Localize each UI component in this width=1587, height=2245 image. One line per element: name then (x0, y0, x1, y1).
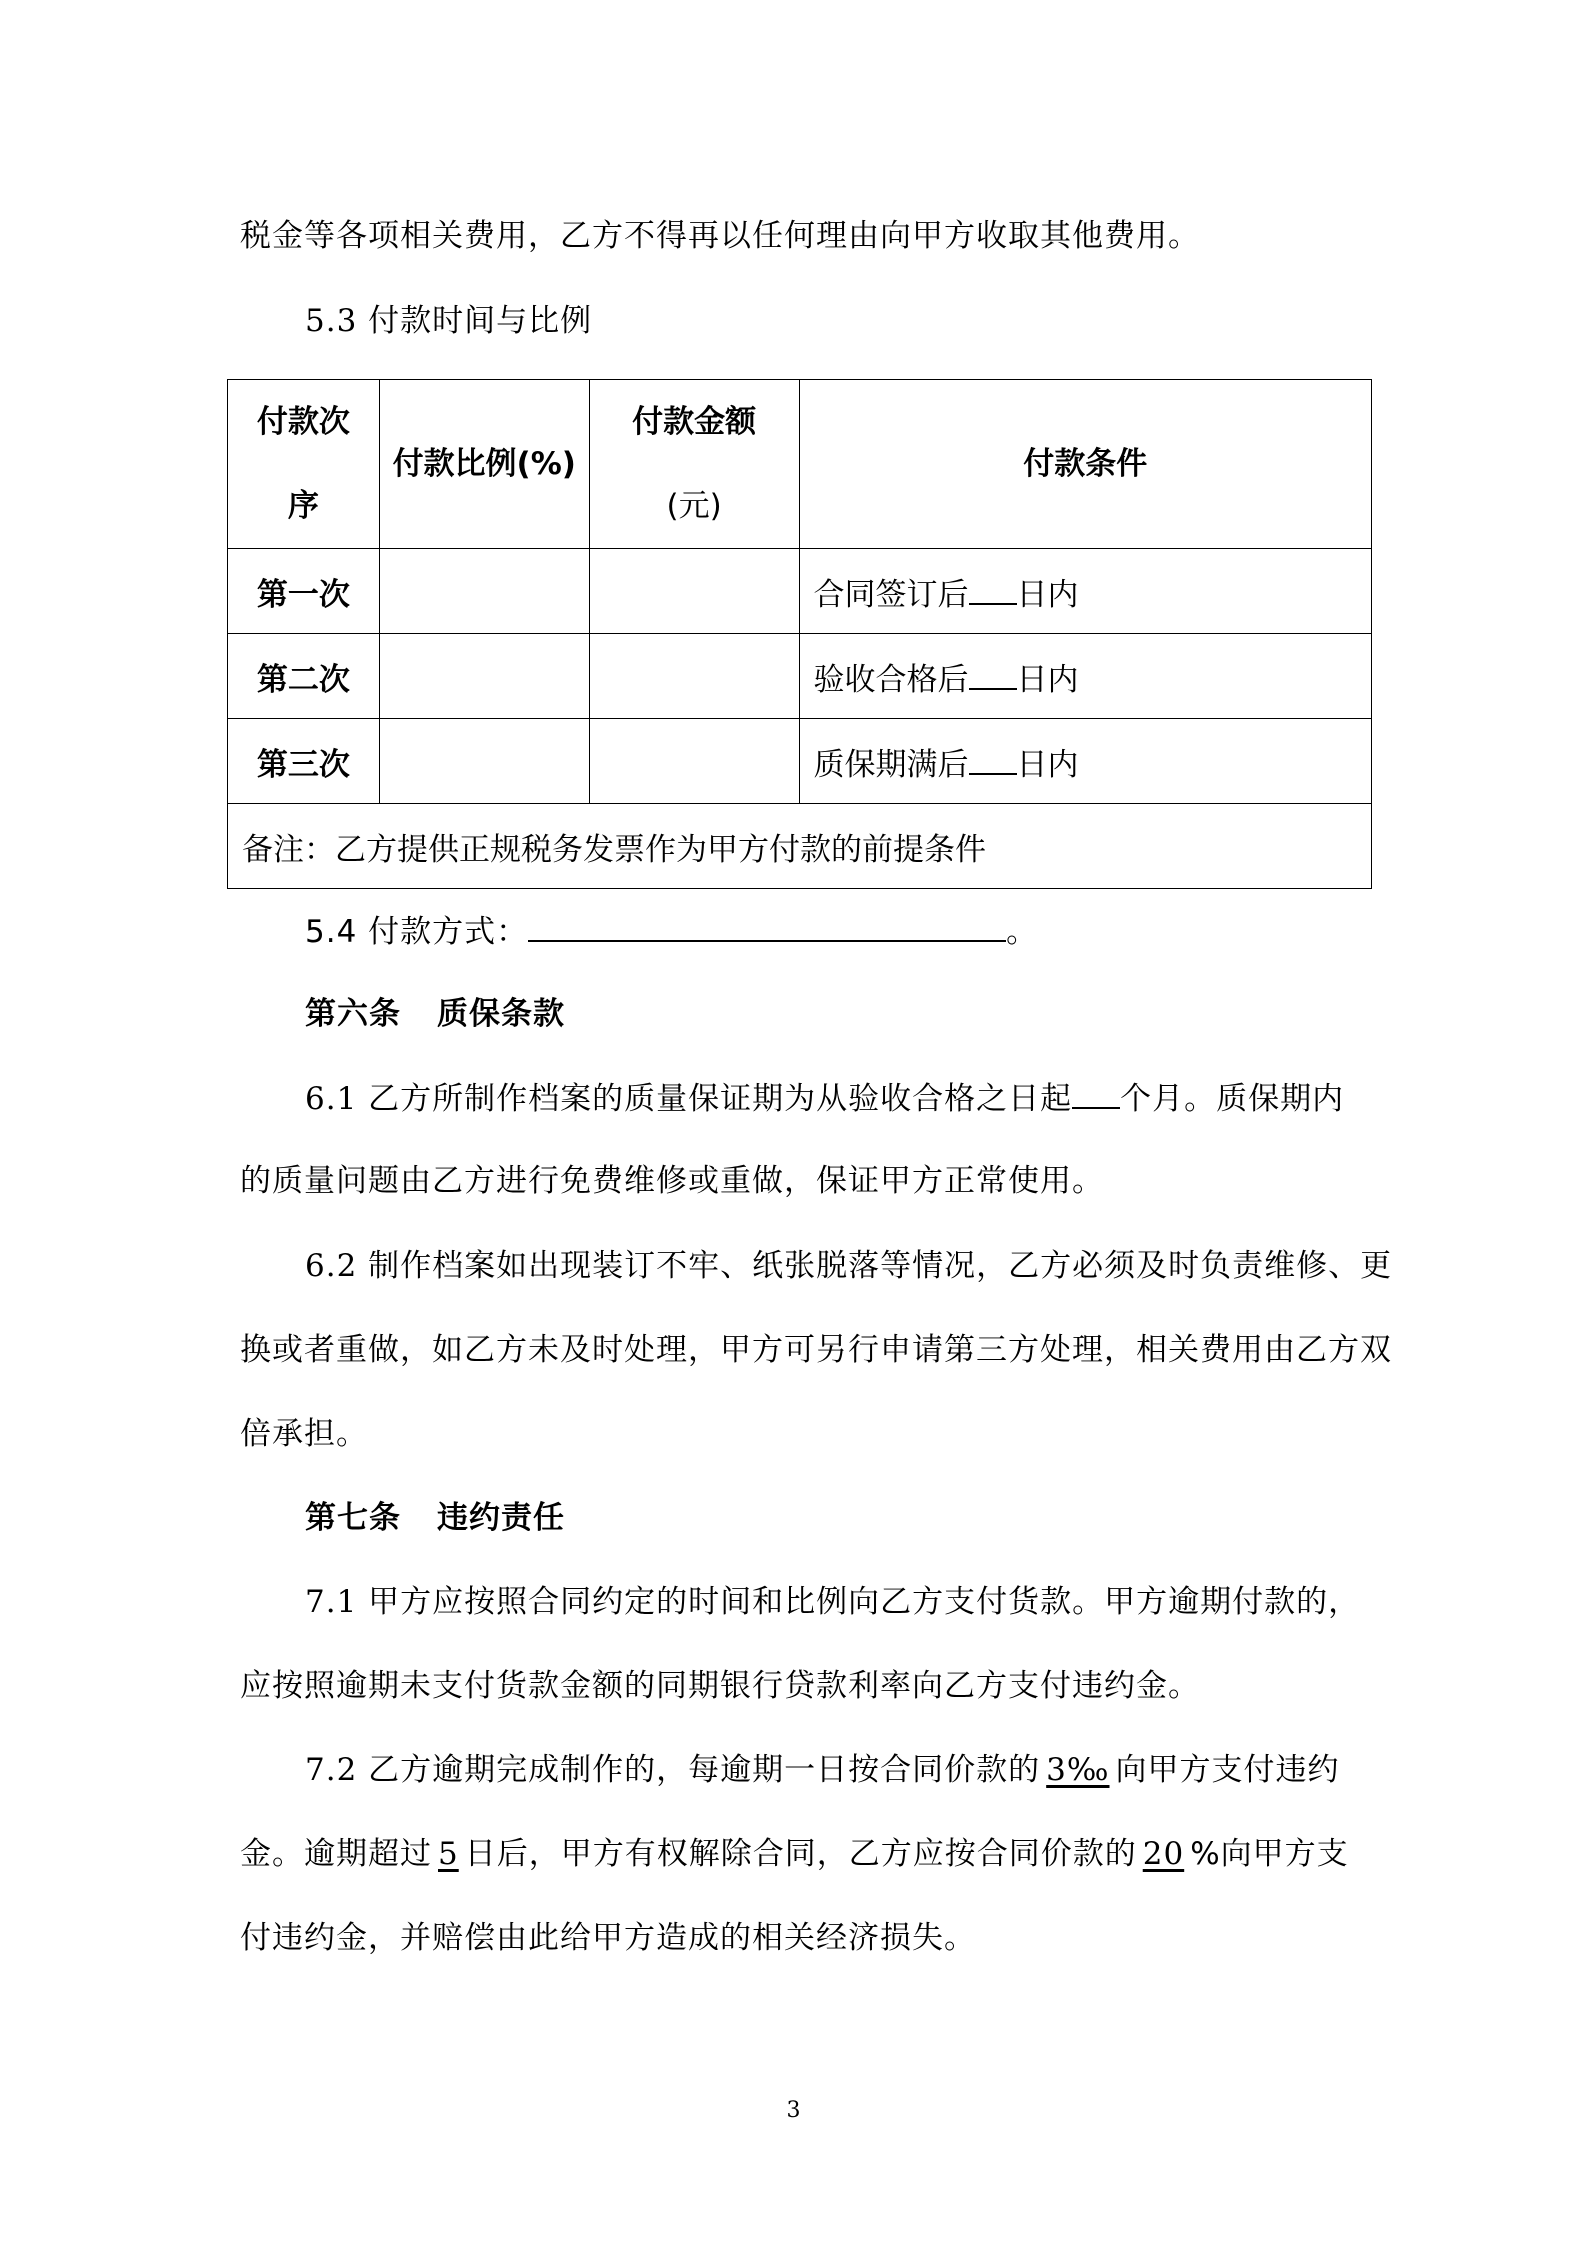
row-ratio (379, 719, 589, 804)
clause-7-2-line2 (240, 1833, 1370, 1875)
clause-6-2-line1 (305, 1245, 1435, 1287)
table-row (228, 719, 1372, 804)
clause-number: 6.1 (305, 1081, 358, 1117)
period: 。 (1006, 914, 1039, 950)
clause-number: 7.2 (305, 1752, 358, 1788)
header-payment-condition: 付款条件 (799, 380, 1371, 549)
row-amount (589, 634, 799, 719)
header-line: 付款次 (256, 404, 350, 440)
clause-number: 6.2 (305, 1248, 358, 1284)
clause-6-1-line1 (305, 1077, 1435, 1120)
table-note-row (228, 804, 1372, 889)
header-payment-amount (589, 380, 799, 549)
section-5-3-heading (305, 300, 1435, 342)
row-sequence: 第三次 (228, 719, 380, 804)
table-note: 备注：乙方提供正规税务发票作为甲方付款的前提条件 (228, 804, 1372, 889)
article-number: 第七条 (305, 1500, 401, 1536)
penalty-percent: 20 (1142, 1836, 1185, 1872)
row-sequence: 第一次 (228, 549, 380, 634)
penalty-rate: 3‰ (1046, 1752, 1110, 1788)
condition-text: 质保期满后 (813, 746, 969, 783)
header-line: (元) (666, 488, 722, 524)
payment-schedule-table (227, 379, 1372, 889)
header-payment-ratio: 付款比例(%) (379, 380, 589, 549)
clause-text: 日后，甲方有权解除合同，乙方应按合同价款的 (464, 1836, 1137, 1872)
clause-7-1-line1 (305, 1581, 1435, 1623)
header-line: 序 (287, 488, 319, 524)
overdue-days: 5 (438, 1836, 459, 1872)
blank-days (969, 743, 1017, 775)
blank-days (969, 573, 1017, 605)
clause-7-2-line1 (305, 1749, 1435, 1791)
clause-6-2-line2: 换或者重做，如乙方未及时处理，甲方可另行申请第三方处理，相关费用由乙方双 (240, 1332, 1392, 1368)
row-sequence: 第二次 (228, 634, 380, 719)
section-title: 付款时间与比例 (368, 303, 593, 339)
paragraph-fee-continuation: 税金等各项相关费用，乙方不得再以任何理由向甲方收取其他费用。 (240, 218, 1200, 254)
clause-text: 乙方所制作档案的质量保证期为从验收合格之日起 (368, 1081, 1073, 1117)
blank-days (969, 658, 1017, 690)
clause-7-1-line2: 应按照逾期未支付货款金额的同期银行贷款利率向乙方支付违约金。 (240, 1668, 1200, 1704)
table-header-row (228, 380, 1372, 549)
clause-number: 7.1 (305, 1584, 358, 1620)
row-ratio (379, 634, 589, 719)
blank-months (1072, 1077, 1120, 1109)
section-number: 5.3 (305, 303, 358, 339)
clause-text: %向甲方支 (1190, 1836, 1349, 1872)
blank-payment-method (528, 910, 1006, 942)
table-row (228, 549, 1372, 634)
row-ratio (379, 549, 589, 634)
clause-text: 制作档案如出现装订不牢、纸张脱落等情况，乙方必须及时负责维修、更 (368, 1248, 1393, 1284)
section-5-4-payment-method (305, 910, 1435, 953)
article-6-heading (305, 993, 1435, 1035)
row-condition (799, 719, 1371, 804)
article-title: 质保条款 (437, 996, 565, 1032)
condition-unit: 日内 (1016, 746, 1079, 783)
clause-text: 乙方逾期完成制作的，每逾期一日按合同价款的 (368, 1752, 1041, 1788)
clause-6-2-line3: 倍承担。 (240, 1416, 368, 1452)
condition-unit: 日内 (1016, 576, 1079, 613)
payment-method-label: 5.4 付款方式： (305, 914, 529, 950)
table-row (228, 634, 1372, 719)
clause-text: 金。逾期超过 (240, 1836, 432, 1872)
condition-unit: 日内 (1016, 661, 1079, 698)
article-number: 第六条 (305, 996, 401, 1032)
condition-text: 验收合格后 (813, 661, 969, 698)
header-line: 付款金额 (632, 404, 757, 440)
clause-text: 个月。质保期内 (1120, 1081, 1345, 1117)
clause-text: 向甲方支付违约 (1115, 1752, 1340, 1788)
article-title: 违约责任 (437, 1500, 565, 1536)
header-payment-sequence (228, 380, 380, 549)
condition-text: 合同签订后 (813, 576, 969, 613)
row-condition (799, 549, 1371, 634)
page-number: 3 (786, 2098, 801, 2123)
row-amount (589, 719, 799, 804)
clause-6-1-line2: 的质量问题由乙方进行免费维修或重做，保证甲方正常使用。 (240, 1163, 1104, 1199)
row-condition (799, 634, 1371, 719)
clause-text: 甲方应按照合同约定的时间和比例向乙方支付货款。甲方逾期付款的， (368, 1584, 1361, 1620)
row-amount (589, 549, 799, 634)
clause-7-2-line3: 付违约金，并赔偿由此给甲方造成的相关经济损失。 (240, 1920, 976, 1956)
article-7-heading (305, 1497, 1435, 1539)
